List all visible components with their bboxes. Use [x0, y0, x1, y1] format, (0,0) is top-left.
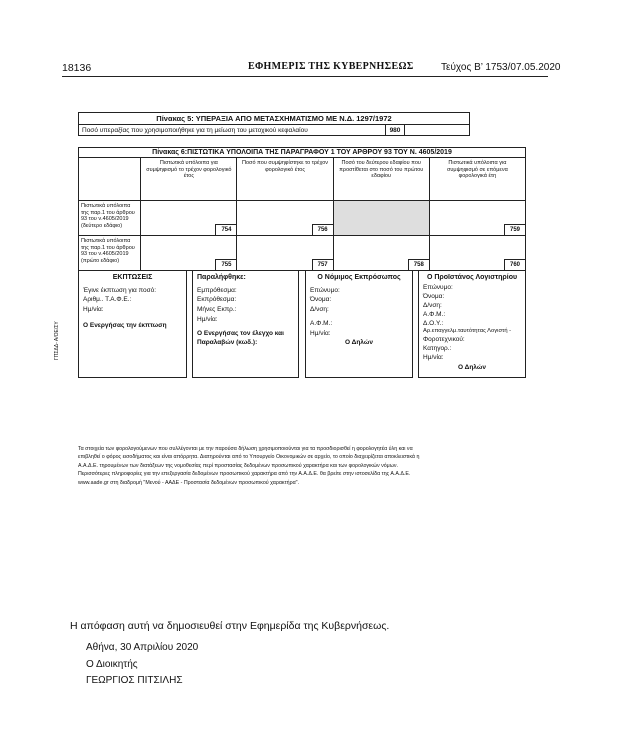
deductions-footer: Ο Ενεργήσας την έκπτωση	[83, 321, 167, 329]
table-6-header: Πιστωτικά υπόλοιπα για συμψηφισμό σε επόμενα φορολογικά έτη	[429, 158, 525, 201]
note-line: www.aade.gr στη διαδρομή "Μενού - ΑΑΔΕ - Προστασία δεδομένων προσωπικού χαρακτήρα".	[78, 479, 300, 486]
box-line: Μήνες Εκπρ.:	[197, 306, 237, 313]
box-line: Ημ/νία:	[310, 329, 331, 337]
table-6-cell-shaded	[333, 201, 429, 236]
table-5	[78, 112, 470, 136]
accountant-title: Ο Προϊστάνος Λογιστηρίου	[426, 274, 518, 281]
box-line: Εκπρόθεσμα:	[197, 296, 237, 304]
box-line: Α.Φ.Μ.:	[423, 310, 446, 318]
table-6-row-label: Πιστωτικά υπόλοιπα της παρ.1 του άρθρου 93 του ν.4605/2019 (πρώτο εδάφιο)	[79, 236, 141, 271]
received-footer: Ο Ενεργήσας τον έλεγχο και Παραλαβών (κωδ.):	[197, 329, 284, 347]
signature-place-date: Αθήνα, 30 Απριλίου 2020	[86, 642, 199, 653]
table-6-cell[interactable]	[429, 201, 525, 236]
received-box	[192, 270, 299, 378]
signature-name: ΓΕΩΡΓΙΟΣ ΠΙΤΣΙΛΗΣ	[86, 675, 183, 686]
table-6-row-label: Πιστωτικά υπόλοιπα της παρ.1 του άρθρου 93 του ν.4605/2019 (δεύτερο εδάφιο)	[79, 201, 141, 236]
box-line: Έγινε έκπτωση για ποσό:	[83, 286, 157, 294]
table-6-cell[interactable]	[429, 236, 525, 271]
table-6-header: Ποσό του δεύτερου εδαφίου που προστίθεται στο ποσό του πρώτου εδαφίου	[333, 158, 429, 201]
header-rule	[62, 76, 548, 77]
box-line: Α.Φ.Μ.:	[310, 319, 333, 327]
table-5-row-label: Ποσό υπεραξίας που χρησιμοποιήθηκε για τη μείωση του μετοχικού κεφαλαίου	[82, 126, 308, 134]
box-line: Δ/νση:	[310, 306, 329, 313]
publication-statement: Η απόφαση αυτή να δημοσιευθεί στην Εφημερίδα της Κυβερνήσεως.	[70, 620, 390, 632]
table-6-code: 757	[312, 259, 333, 270]
table-6-code: 755	[215, 259, 236, 270]
box-line: Όνομα:	[423, 293, 445, 301]
table-6-code: 756	[312, 224, 333, 235]
note-line: Α.Α.Δ.Ε. τηρουμένων των διατάξεων της νομοθεσίας περί προστασίας δεδομένων προσωπικού χαρακτήρα και των φορολογικών νόμων.	[78, 462, 398, 469]
table-6-code: 759	[504, 224, 525, 235]
table-6-cell[interactable]	[141, 236, 237, 271]
box-line: Ημ/νία:	[83, 306, 104, 313]
legal-representative-box	[305, 270, 413, 378]
box-line: Κατηγορ.:	[423, 344, 452, 352]
box-line: Επώνυμο:	[423, 284, 453, 292]
table-6-cell[interactable]	[237, 201, 333, 236]
box-line: Αριθμ.. Τ.Α.Φ.Ε.:	[83, 296, 132, 304]
table-6-title: Πίνακας 6:ΠΙΣΤΩΤΙΚΑ ΥΠΟΛΟΙΠΑ ΤΗΣ ΠΑΡΑΓΡΑΦΟΥ 1 ΤΟΥ ΑΡΘΡΟΥ 93 ΤΟΥ Ν. 4605/2019	[79, 148, 526, 158]
box-line: Δ.Ο.Υ.:	[423, 319, 444, 327]
note-line: Περισσότερες πληροφορίες για την επεξεργασία δεδομένων προσωπικού χαρακτήρα από την Α.Α.Δ.Ε. θα βρείτε στην ιστοσελίδα της Α.Α.Δ.Ε.	[78, 471, 411, 478]
side-label: ΓΠΣΔΔ- Α/ΟΕ/ΣΥ	[54, 321, 60, 360]
legal-representative-title: Ο Νόμιμος Εκπρόσωπος	[317, 274, 401, 281]
accountant-box	[418, 270, 526, 378]
table-5-row	[79, 125, 469, 135]
signature-role: Ο Διοικητής	[86, 659, 138, 670]
gazette-title: ΕΦΗΜΕΡΙΣ ΤΗΣ ΚΥΒΕΡΝΗΣΕΩΣ	[248, 61, 414, 72]
privacy-notes	[78, 445, 538, 487]
table-6-code: 758	[408, 259, 429, 270]
box-line: Ημ/νία:	[197, 315, 218, 323]
table-6	[78, 147, 526, 271]
deductions-title: ΕΚΠΤΩΣΕΙΣ	[112, 274, 153, 281]
accountant-footer: Ο Δηλών	[458, 364, 486, 372]
table-5-title: Πίνακας 5: ΥΠΕΡΑΞΙΑ ΑΠΟ ΜΕΤΑΣΧΗΜΑΤΙΣΜΟ ΜΕ Ν.Δ. 1297/1972	[79, 113, 469, 125]
table-6-cell[interactable]	[141, 201, 237, 236]
box-line: Φοροτεχνικού:	[423, 336, 465, 344]
table-6-code: 754	[215, 224, 236, 235]
issue-number: Τεύχος Β’ 1753/07.05.2020	[441, 62, 561, 73]
box-line: Δ/νση:	[423, 301, 442, 309]
page-number: 18136	[62, 62, 92, 74]
box-line: Ημ/νία:	[423, 353, 444, 361]
table-row	[79, 236, 526, 271]
received-title: Παραλήφθηκε:	[197, 274, 246, 281]
table-6-code: 760	[504, 259, 525, 270]
legal-representative-footer: Ο Δηλών	[345, 339, 373, 347]
table-6-header: Πιστωτικά υπόλοιπα για συμψηφισμό το τρέχον φορολογικό έτος	[141, 158, 237, 201]
box-line: Επώνυμο:	[310, 286, 340, 294]
box-line: Όνομα:	[310, 296, 332, 304]
table-6-cell[interactable]	[237, 236, 333, 271]
table-5-code: 980	[385, 125, 405, 135]
note-line: επιβληθεί ο φόρος εισοδήματος και είναι απόρρητα. Διατηρούνται από το Υπουργείο Οικονομικών σε αρχείο, το οποίο διαχειρίζεται αποκλειστικά η	[78, 454, 420, 461]
table-6-header: Ποσό που συμψηφίστηκε το τρέχον φορολογικό έτος	[237, 158, 333, 201]
table-6-corner	[79, 158, 141, 201]
box-line: Εμπρόθεσμα:	[197, 286, 237, 294]
note-line: Τα στοιχεία των φορολογούμενων που συλλέγονται με την παρούσα δήλωση χρησιμοποιούνται για τα προσδιορισθεί η φορολογητέα ύλη και να	[78, 446, 413, 452]
table-row	[79, 201, 526, 236]
deductions-box	[78, 270, 187, 378]
box-line: Αρ.επαγγελμ.ταυτότητας Λογιστή -	[423, 328, 512, 335]
table-6-cell[interactable]	[333, 236, 429, 271]
